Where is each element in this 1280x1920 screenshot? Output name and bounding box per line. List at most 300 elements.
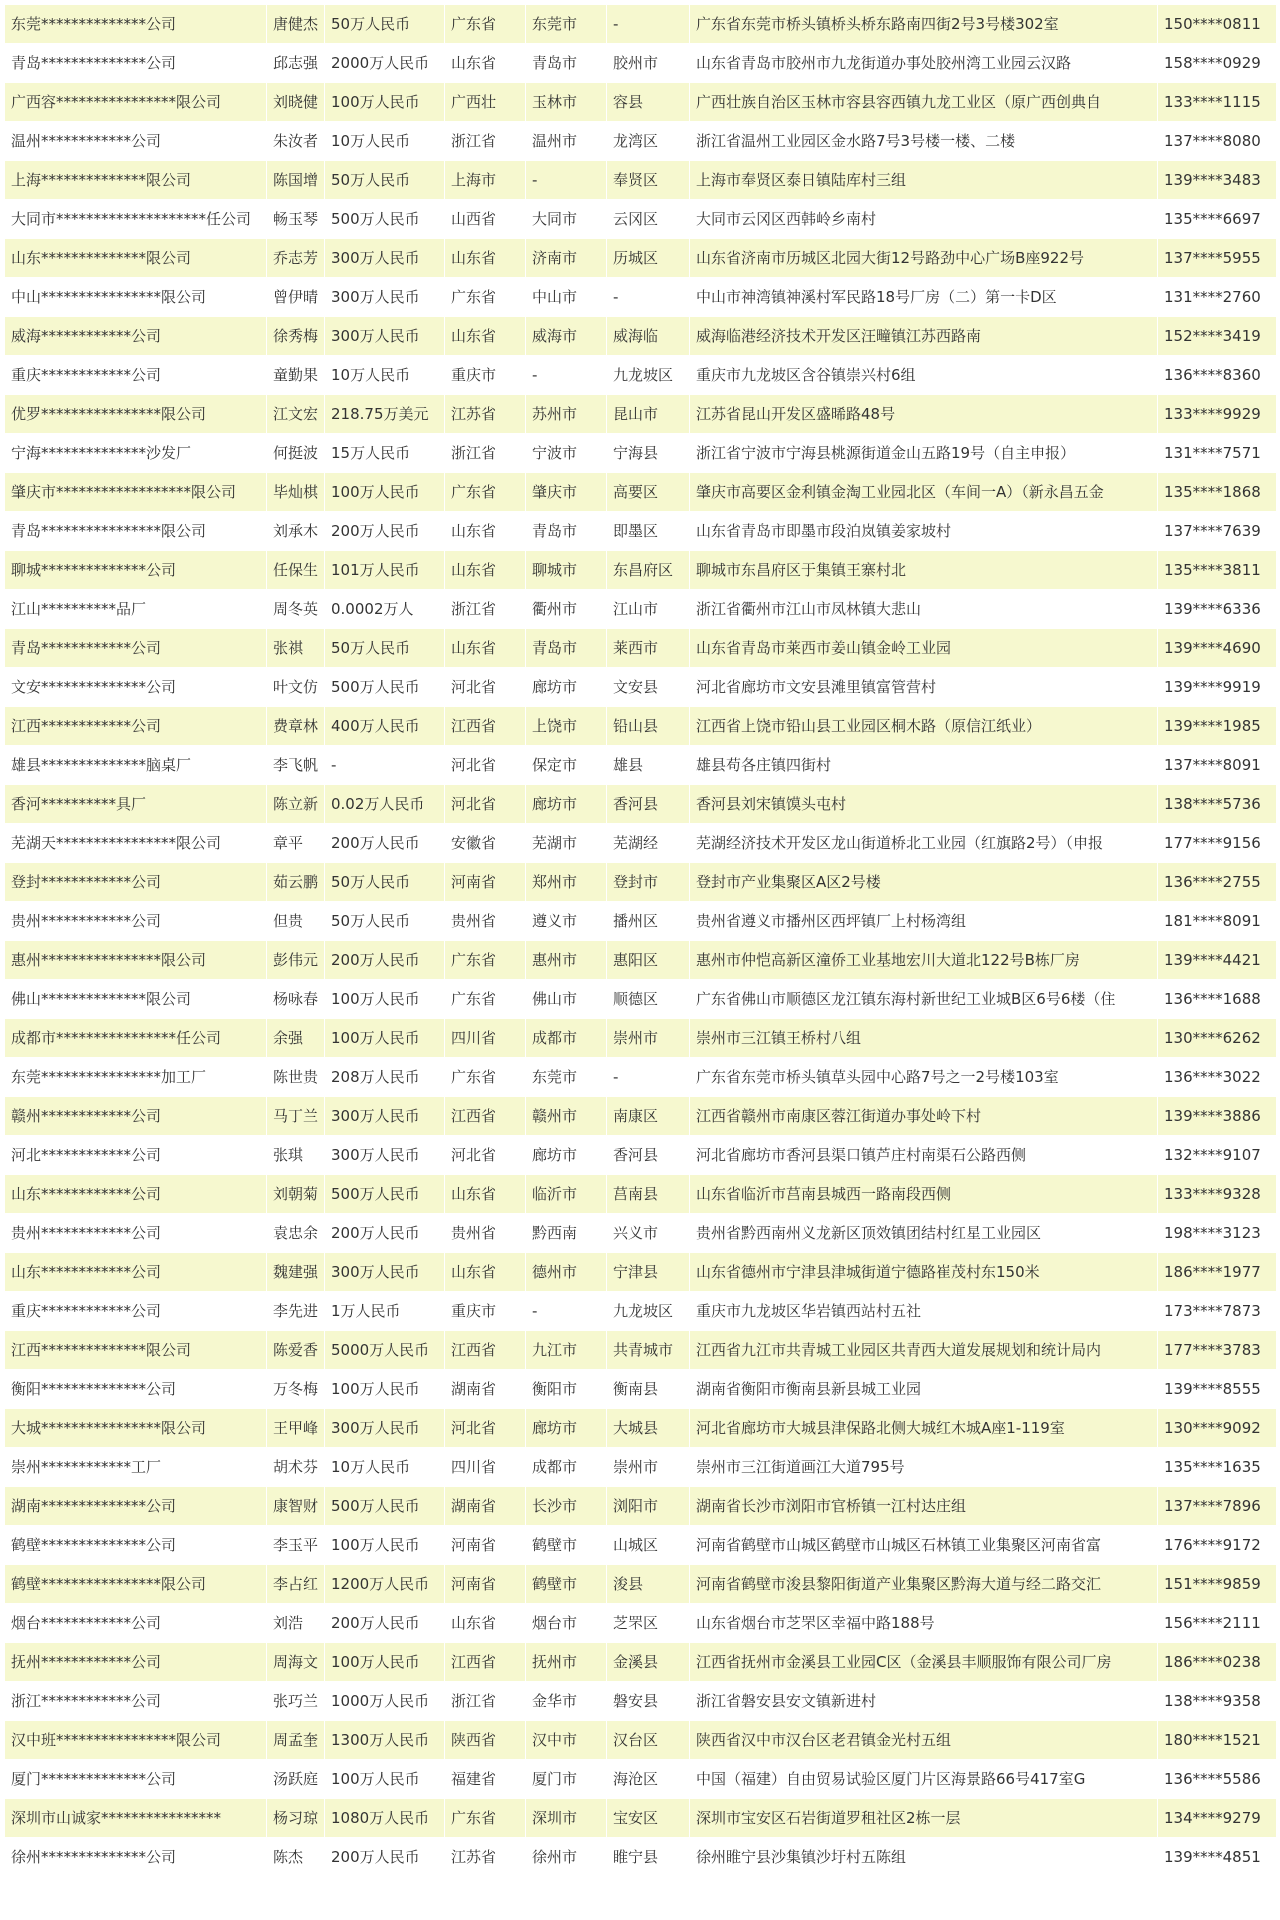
city-cell: 赣州市 (526, 1097, 607, 1136)
address-cell: 山东省济南市历城区北园大街12号路劲中心广场B座922号 (690, 239, 1158, 278)
city-cell: - (526, 356, 607, 395)
company-name-cell: 徐州**************公司 (5, 1838, 267, 1877)
table-row (5, 1331, 1277, 1370)
legal-person-cell: 康智财 (267, 1487, 325, 1526)
company-name-cell: 宁海**************沙发厂 (5, 434, 267, 473)
legal-person-cell: 陈杰 (267, 1838, 325, 1877)
phone-cell: 135****3811 (1158, 551, 1277, 590)
legal-person-cell: 余强 (267, 1019, 325, 1058)
address-cell: 惠州市仲恺高新区潼侨工业基地宏川大道北122号B栋厂房 (690, 941, 1158, 980)
district-cell: 登封市 (607, 863, 690, 902)
district-cell: 莒南县 (607, 1175, 690, 1214)
city-cell: 衡阳市 (526, 1370, 607, 1409)
company-name-cell: 重庆************公司 (5, 1292, 267, 1331)
registered-capital-cell: 5000万人民币 (325, 1331, 445, 1370)
city-cell: 聊城市 (526, 551, 607, 590)
address-cell: 徐州睢宁县沙集镇沙圩村五陈组 (690, 1838, 1158, 1877)
registered-capital-cell: 500万人民币 (325, 668, 445, 707)
address-cell: 山东省烟台市芝罘区幸福中路188号 (690, 1604, 1158, 1643)
table-row (5, 1097, 1277, 1136)
table-row (5, 1214, 1277, 1253)
city-cell: 深圳市 (526, 1799, 607, 1838)
phone-cell: 180****1521 (1158, 1721, 1277, 1760)
legal-person-cell: 但贵 (267, 902, 325, 941)
district-cell: 龙湾区 (607, 122, 690, 161)
table-row (5, 1487, 1277, 1526)
company-name-cell: 赣州************公司 (5, 1097, 267, 1136)
province-cell: 四川省 (445, 1019, 526, 1058)
table-row (5, 5, 1277, 44)
legal-person-cell: 章平 (267, 824, 325, 863)
district-cell: 九龙坡区 (607, 356, 690, 395)
city-cell: 徐州市 (526, 1838, 607, 1877)
legal-person-cell: 张巧兰 (267, 1682, 325, 1721)
registered-capital-cell: 1300万人民币 (325, 1721, 445, 1760)
table-body (5, 5, 1277, 1877)
district-cell: 顺德区 (607, 980, 690, 1019)
phone-cell: 137****8091 (1158, 746, 1277, 785)
district-cell: 宁海县 (607, 434, 690, 473)
province-cell: 广西壮 (445, 83, 526, 122)
city-cell: 遵义市 (526, 902, 607, 941)
registered-capital-cell: 100万人民币 (325, 473, 445, 512)
province-cell: 山东省 (445, 317, 526, 356)
district-cell: 金溪县 (607, 1643, 690, 1682)
city-cell: 成都市 (526, 1448, 607, 1487)
province-cell: 浙江省 (445, 122, 526, 161)
address-cell: 陕西省汉中市汉台区老君镇金光村五组 (690, 1721, 1158, 1760)
registered-capital-cell: 10万人民币 (325, 1448, 445, 1487)
company-name-cell: 鹤壁**************公司 (5, 1526, 267, 1565)
district-cell: - (607, 5, 690, 44)
province-cell: 河北省 (445, 1409, 526, 1448)
province-cell: 浙江省 (445, 590, 526, 629)
address-cell: 山东省临沂市莒南县城西一路南段西侧 (690, 1175, 1158, 1214)
registered-capital-cell: 100万人民币 (325, 1370, 445, 1409)
province-cell: 广东省 (445, 473, 526, 512)
table-row (5, 1175, 1277, 1214)
city-cell: 中山市 (526, 278, 607, 317)
legal-person-cell: 曾伊晴 (267, 278, 325, 317)
province-cell: 河南省 (445, 1565, 526, 1604)
registered-capital-cell: 100万人民币 (325, 1643, 445, 1682)
city-cell: 东莞市 (526, 5, 607, 44)
district-cell: 高要区 (607, 473, 690, 512)
city-cell: 成都市 (526, 1019, 607, 1058)
legal-person-cell: 朱汝者 (267, 122, 325, 161)
city-cell: 威海市 (526, 317, 607, 356)
district-cell: 历城区 (607, 239, 690, 278)
province-cell: 河北省 (445, 785, 526, 824)
district-cell: 威海临 (607, 317, 690, 356)
address-cell: 湖南省衡阳市衡南县新县城工业园 (690, 1370, 1158, 1409)
province-cell: 上海市 (445, 161, 526, 200)
address-cell: 聊城市东昌府区于集镇王寨村北 (690, 551, 1158, 590)
address-cell: 崇州市三江镇王桥村八组 (690, 1019, 1158, 1058)
phone-cell: 139****4421 (1158, 941, 1277, 980)
province-cell: 陕西省 (445, 1721, 526, 1760)
address-cell: 上海市奉贤区泰日镇陆库村三组 (690, 161, 1158, 200)
address-cell: 大同市云冈区西韩岭乡南村 (690, 200, 1158, 239)
city-cell: 长沙市 (526, 1487, 607, 1526)
table-row (5, 1721, 1277, 1760)
province-cell: 山西省 (445, 200, 526, 239)
company-name-cell: 湖南**************公司 (5, 1487, 267, 1526)
registered-capital-cell: 100万人民币 (325, 83, 445, 122)
company-name-cell: 成都市****************任公司 (5, 1019, 267, 1058)
province-cell: 重庆市 (445, 356, 526, 395)
address-cell: 江西省抚州市金溪县工业园C区（金溪县丰顺服饰有限公司厂房 (690, 1643, 1158, 1682)
address-cell: 贵州省黔西南州义龙新区顶效镇团结村红星工业园区 (690, 1214, 1158, 1253)
province-cell: 江西省 (445, 1097, 526, 1136)
city-cell: 廊坊市 (526, 1136, 607, 1175)
registered-capital-cell: 200万人民币 (325, 941, 445, 980)
legal-person-cell: 袁忠余 (267, 1214, 325, 1253)
company-name-cell: 雄县**************脑桌厂 (5, 746, 267, 785)
district-cell: 惠阳区 (607, 941, 690, 980)
company-name-cell: 烟台************公司 (5, 1604, 267, 1643)
province-cell: 四川省 (445, 1448, 526, 1487)
phone-cell: 135****1635 (1158, 1448, 1277, 1487)
province-cell: 江西省 (445, 707, 526, 746)
table-row (5, 1253, 1277, 1292)
province-cell: 重庆市 (445, 1292, 526, 1331)
phone-cell: 139****6336 (1158, 590, 1277, 629)
legal-person-cell: 李飞帆 (267, 746, 325, 785)
phone-cell: 139****8555 (1158, 1370, 1277, 1409)
district-cell: 芝罘区 (607, 1604, 690, 1643)
table-row (5, 1799, 1277, 1838)
legal-person-cell: 刘朝菊 (267, 1175, 325, 1214)
district-cell: 衡南县 (607, 1370, 690, 1409)
province-cell: 江西省 (445, 1331, 526, 1370)
address-cell: 浙江省宁波市宁海县桃源街道金山五路19号（自主申报） (690, 434, 1158, 473)
district-cell: 睢宁县 (607, 1838, 690, 1877)
legal-person-cell: 王甲峰 (267, 1409, 325, 1448)
address-cell: 山东省青岛市胶州市九龙街道办事处胶州湾工业园云汉路 (690, 44, 1158, 83)
legal-person-cell: 周孟奎 (267, 1721, 325, 1760)
city-cell: 芜湖市 (526, 824, 607, 863)
district-cell: 香河县 (607, 785, 690, 824)
address-cell: 河南省鹤壁市浚县黎阳街道产业集聚区黔海大道与经二路交汇 (690, 1565, 1158, 1604)
phone-cell: 137****5955 (1158, 239, 1277, 278)
district-cell: 昆山市 (607, 395, 690, 434)
company-name-cell: 温州************公司 (5, 122, 267, 161)
company-name-cell: 山东************公司 (5, 1175, 267, 1214)
province-cell: 广东省 (445, 1799, 526, 1838)
phone-cell: 131****2760 (1158, 278, 1277, 317)
legal-person-cell: 杨咏春 (267, 980, 325, 1019)
address-cell: 江西省九江市共青城工业园区共青西大道发展规划和统计局内 (690, 1331, 1158, 1370)
city-cell: 上饶市 (526, 707, 607, 746)
province-cell: 山东省 (445, 1253, 526, 1292)
registered-capital-cell: 0.0002万人 (325, 590, 445, 629)
province-cell: 贵州省 (445, 1214, 526, 1253)
address-cell: 江苏省昆山开发区盛晞路48号 (690, 395, 1158, 434)
address-cell: 河北省廊坊市文安县滩里镇富管营村 (690, 668, 1158, 707)
district-cell: 奉贤区 (607, 161, 690, 200)
registered-capital-cell: 100万人民币 (325, 1019, 445, 1058)
phone-cell: 130****6262 (1158, 1019, 1277, 1058)
phone-cell: 139****1985 (1158, 707, 1277, 746)
district-cell: 崇州市 (607, 1448, 690, 1487)
city-cell: 温州市 (526, 122, 607, 161)
address-cell: 浙江省衢州市江山市凤林镇大悲山 (690, 590, 1158, 629)
table-row (5, 785, 1277, 824)
table-row (5, 629, 1277, 668)
district-cell: 江山市 (607, 590, 690, 629)
registered-capital-cell: 500万人民币 (325, 1487, 445, 1526)
company-name-cell: 江西**************限公司 (5, 1331, 267, 1370)
registered-capital-cell: 101万人民币 (325, 551, 445, 590)
legal-person-cell: 费章林 (267, 707, 325, 746)
phone-cell: 136****1688 (1158, 980, 1277, 1019)
address-cell: 山东省德州市宁津县津城街道宁德路崔茂村东150米 (690, 1253, 1158, 1292)
phone-cell: 134****9279 (1158, 1799, 1277, 1838)
city-cell: 抚州市 (526, 1643, 607, 1682)
district-cell: 浚县 (607, 1565, 690, 1604)
district-cell: 宝安区 (607, 1799, 690, 1838)
province-cell: 山东省 (445, 551, 526, 590)
registered-capital-cell: 50万人民币 (325, 161, 445, 200)
company-name-cell: 抚州************公司 (5, 1643, 267, 1682)
table-row (5, 473, 1277, 512)
city-cell: 廊坊市 (526, 668, 607, 707)
address-cell: 登封市产业集聚区A区2号楼 (690, 863, 1158, 902)
company-name-cell: 山东************公司 (5, 1253, 267, 1292)
province-cell: 山东省 (445, 512, 526, 551)
phone-cell: 133****9929 (1158, 395, 1277, 434)
phone-cell: 156****2111 (1158, 1604, 1277, 1643)
table-row (5, 707, 1277, 746)
company-name-cell: 汉中班****************限公司 (5, 1721, 267, 1760)
address-cell: 江西省赣州市南康区蓉江街道办事处岭下村 (690, 1097, 1158, 1136)
legal-person-cell: 唐健杰 (267, 5, 325, 44)
registered-capital-cell: 100万人民币 (325, 1526, 445, 1565)
company-name-cell: 青岛****************限公司 (5, 512, 267, 551)
registered-capital-cell: 1000万人民币 (325, 1682, 445, 1721)
address-cell: 山东省青岛市莱西市姜山镇金岭工业园 (690, 629, 1158, 668)
district-cell: 容县 (607, 83, 690, 122)
registered-capital-cell: 0.02万人民币 (325, 785, 445, 824)
phone-cell: 198****3123 (1158, 1214, 1277, 1253)
address-cell: 浙江省温州工业园区金水路7号3号楼一楼、二楼 (690, 122, 1158, 161)
registered-capital-cell: 300万人民币 (325, 317, 445, 356)
company-name-cell: 优罗****************限公司 (5, 395, 267, 434)
table-row (5, 941, 1277, 980)
legal-person-cell: 邱志强 (267, 44, 325, 83)
legal-person-cell: 陈爱香 (267, 1331, 325, 1370)
province-cell: 河南省 (445, 1526, 526, 1565)
table-row (5, 1409, 1277, 1448)
district-cell: 宁津县 (607, 1253, 690, 1292)
table-row (5, 44, 1277, 83)
company-name-cell: 文安**************公司 (5, 668, 267, 707)
table-row (5, 824, 1277, 863)
legal-person-cell: 何挺波 (267, 434, 325, 473)
table-row (5, 1526, 1277, 1565)
registered-capital-cell: 100万人民币 (325, 980, 445, 1019)
address-cell: 山东省青岛市即墨市段泊岚镇姜家坡村 (690, 512, 1158, 551)
phone-cell: 137****7896 (1158, 1487, 1277, 1526)
table-row (5, 317, 1277, 356)
province-cell: 广东省 (445, 278, 526, 317)
company-name-cell: 山东**************限公司 (5, 239, 267, 278)
district-cell: - (607, 278, 690, 317)
company-name-cell: 惠州****************限公司 (5, 941, 267, 980)
phone-cell: 133****9328 (1158, 1175, 1277, 1214)
registered-capital-cell: 200万人民币 (325, 1604, 445, 1643)
company-name-cell: 青岛**************公司 (5, 44, 267, 83)
company-name-cell: 贵州************公司 (5, 1214, 267, 1253)
district-cell: 雄县 (607, 746, 690, 785)
address-cell: 芜湖经济技术开发区龙山街道桥北工业园（红旗路2号）（申报 (690, 824, 1158, 863)
company-name-cell: 河北************公司 (5, 1136, 267, 1175)
phone-cell: 133****1115 (1158, 83, 1277, 122)
registered-capital-cell: 200万人民币 (325, 1214, 445, 1253)
legal-person-cell: 张祺 (267, 629, 325, 668)
city-cell: 苏州市 (526, 395, 607, 434)
district-cell: 香河县 (607, 1136, 690, 1175)
province-cell: 广东省 (445, 980, 526, 1019)
district-cell: 文安县 (607, 668, 690, 707)
legal-person-cell: 任保生 (267, 551, 325, 590)
legal-person-cell: 马丁兰 (267, 1097, 325, 1136)
phone-cell: 138****9358 (1158, 1682, 1277, 1721)
province-cell: 河北省 (445, 1136, 526, 1175)
table-row (5, 161, 1277, 200)
company-name-cell: 青岛************公司 (5, 629, 267, 668)
table-row (5, 1058, 1277, 1097)
registered-capital-cell: 200万人民币 (325, 512, 445, 551)
company-name-cell: 香河**********具厂 (5, 785, 267, 824)
legal-person-cell: 叶文仿 (267, 668, 325, 707)
province-cell: 贵州省 (445, 902, 526, 941)
province-cell: 江苏省 (445, 1838, 526, 1877)
city-cell: 宁波市 (526, 434, 607, 473)
address-cell: 崇州市三江街道画江大道795号 (690, 1448, 1158, 1487)
province-cell: 河南省 (445, 863, 526, 902)
company-name-cell: 崇州************工厂 (5, 1448, 267, 1487)
address-cell: 广东省佛山市顺德区龙江镇东海村新世纪工业城B区6号6楼（住 (690, 980, 1158, 1019)
district-cell: 兴义市 (607, 1214, 690, 1253)
registered-capital-cell: 300万人民币 (325, 1409, 445, 1448)
registered-capital-cell: 50万人民币 (325, 863, 445, 902)
city-cell: 郑州市 (526, 863, 607, 902)
phone-cell: 136****3022 (1158, 1058, 1277, 1097)
address-cell: 江西省上饶市铅山县工业园区桐木路（原信江纸业） (690, 707, 1158, 746)
province-cell: 广东省 (445, 941, 526, 980)
phone-cell: 136****5586 (1158, 1760, 1277, 1799)
phone-cell: 139****3483 (1158, 161, 1277, 200)
province-cell: 山东省 (445, 1175, 526, 1214)
phone-cell: 150****0811 (1158, 5, 1277, 44)
district-cell: 芜湖经 (607, 824, 690, 863)
legal-person-cell: 李占红 (267, 1565, 325, 1604)
company-name-cell: 大城****************限公司 (5, 1409, 267, 1448)
city-cell: 青岛市 (526, 44, 607, 83)
district-cell: 大城县 (607, 1409, 690, 1448)
registered-capital-cell: 10万人民币 (325, 356, 445, 395)
city-cell: 廊坊市 (526, 785, 607, 824)
phone-cell: 139****4690 (1158, 629, 1277, 668)
district-cell: 胶州市 (607, 44, 690, 83)
table-row (5, 1838, 1277, 1877)
registered-capital-cell: 300万人民币 (325, 1136, 445, 1175)
table-row (5, 980, 1277, 1019)
address-cell: 中国（福建）自由贸易试验区厦门片区海景路66号417室G (690, 1760, 1158, 1799)
company-name-cell: 聊城**************公司 (5, 551, 267, 590)
city-cell: 鹤壁市 (526, 1526, 607, 1565)
table-row (5, 590, 1277, 629)
registered-capital-cell: 200万人民币 (325, 1838, 445, 1877)
province-cell: 浙江省 (445, 1682, 526, 1721)
legal-person-cell: 刘承木 (267, 512, 325, 551)
city-cell: 汉中市 (526, 1721, 607, 1760)
phone-cell: 177****9156 (1158, 824, 1277, 863)
registered-capital-cell: 200万人民币 (325, 824, 445, 863)
legal-person-cell: 杨习琼 (267, 1799, 325, 1838)
phone-cell: 158****0929 (1158, 44, 1277, 83)
province-cell: 河北省 (445, 668, 526, 707)
phone-cell: 137****7639 (1158, 512, 1277, 551)
phone-cell: 139****9919 (1158, 668, 1277, 707)
city-cell: 廊坊市 (526, 1409, 607, 1448)
district-cell: 铅山县 (607, 707, 690, 746)
phone-cell: 137****8080 (1158, 122, 1277, 161)
address-cell: 中山市神湾镇神溪村军民路18号厂房（二）第一卡D区 (690, 278, 1158, 317)
legal-person-cell: 陈立新 (267, 785, 325, 824)
province-cell: 湖南省 (445, 1487, 526, 1526)
company-name-cell: 浙江************公司 (5, 1682, 267, 1721)
table-row (5, 512, 1277, 551)
company-name-cell: 贵州************公司 (5, 902, 267, 941)
province-cell: 湖南省 (445, 1370, 526, 1409)
city-cell: 青岛市 (526, 629, 607, 668)
city-cell: 鹤壁市 (526, 1565, 607, 1604)
registered-capital-cell: 218.75万美元 (325, 395, 445, 434)
address-cell: 香河县刘宋镇馍头屯村 (690, 785, 1158, 824)
province-cell: 河北省 (445, 746, 526, 785)
registered-capital-cell: 1080万人民币 (325, 1799, 445, 1838)
city-cell: 黔西南 (526, 1214, 607, 1253)
legal-person-cell: 畅玉琴 (267, 200, 325, 239)
district-cell: 海沧区 (607, 1760, 690, 1799)
company-name-cell: 东莞**************公司 (5, 5, 267, 44)
table-row (5, 551, 1277, 590)
district-cell: 东昌府区 (607, 551, 690, 590)
address-cell: 河北省廊坊市大城县津保路北侧大城红木城A座1-119室 (690, 1409, 1158, 1448)
city-cell: - (526, 1292, 607, 1331)
phone-cell: 131****7571 (1158, 434, 1277, 473)
company-name-cell: 中山****************限公司 (5, 278, 267, 317)
phone-cell: 173****7873 (1158, 1292, 1277, 1331)
city-cell: 衢州市 (526, 590, 607, 629)
legal-person-cell: 刘浩 (267, 1604, 325, 1643)
address-cell: 广东省东莞市桥头镇草头园中心路7号之一2号楼103室 (690, 1058, 1158, 1097)
table-row (5, 1019, 1277, 1058)
registered-capital-cell: 300万人民币 (325, 1097, 445, 1136)
legal-person-cell: 刘晓健 (267, 83, 325, 122)
table-row (5, 83, 1277, 122)
address-cell: 深圳市宝安区石岩街道罗租社区2栋一层 (690, 1799, 1158, 1838)
registered-capital-cell: 2000万人民币 (325, 44, 445, 83)
phone-cell: 151****9859 (1158, 1565, 1277, 1604)
legal-person-cell: 陈国增 (267, 161, 325, 200)
city-cell: 惠州市 (526, 941, 607, 980)
city-cell: 九江市 (526, 1331, 607, 1370)
province-cell: 江西省 (445, 1643, 526, 1682)
